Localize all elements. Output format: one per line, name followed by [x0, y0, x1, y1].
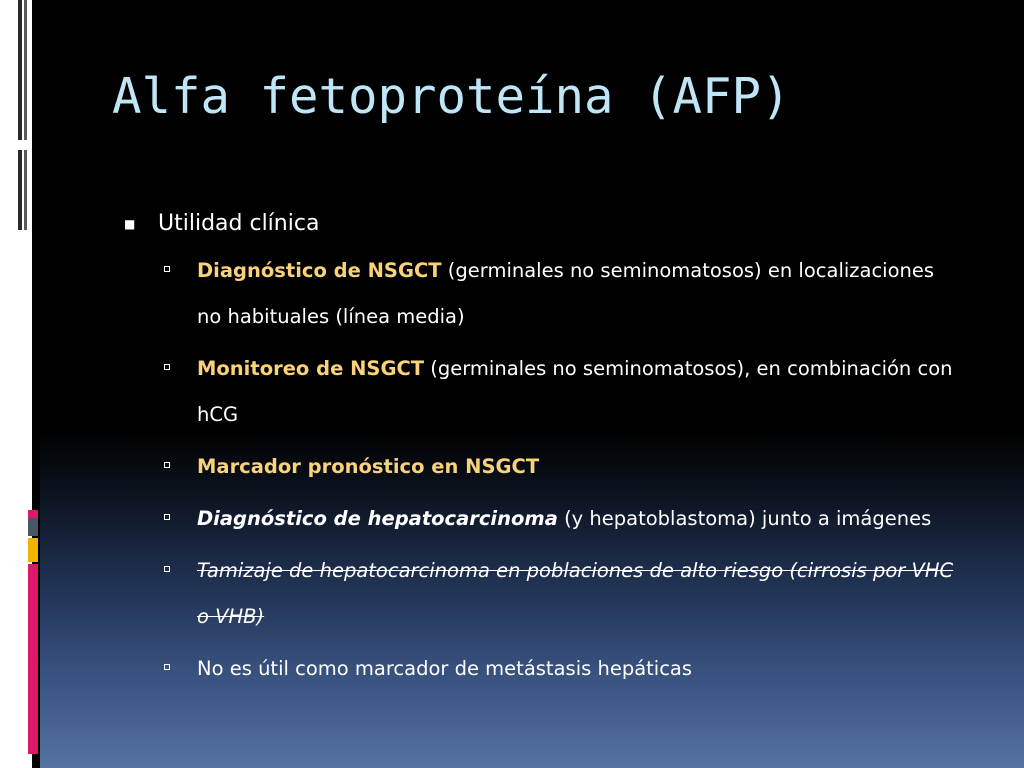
highlighted-text: Diagnóstico de NSGCT — [197, 259, 442, 282]
square-bullet-icon: ■ — [124, 217, 136, 231]
list-item — [120, 248, 980, 340]
struck-through-text: Tamizaje de hepatocarcinoma en poblaciones de alto riesgo (cirrosis por VHC o VHB) — [197, 559, 954, 628]
highlighted-italic-text: Diagnóstico de hepatocarcinoma — [197, 507, 558, 530]
item-text: (germinales no seminomatosos) en localizaciones no habituales (línea media) — [197, 259, 935, 328]
bullet-level1 — [120, 200, 980, 248]
list-item — [120, 346, 980, 438]
level1-text: Utilidad clínica — [158, 211, 320, 236]
sub-bullet-list — [120, 248, 980, 692]
hollow-square-bullet-icon — [164, 462, 170, 468]
slide-title: Alfa fetoproteína (AFP) — [112, 68, 791, 125]
left-decorative-strip — [0, 0, 40, 768]
slide-content — [120, 200, 980, 698]
hollow-square-bullet-icon — [164, 266, 170, 272]
hollow-square-bullet-icon — [164, 664, 170, 670]
hollow-square-bullet-icon — [164, 566, 170, 572]
highlighted-text: Marcador pronóstico en NSGCT — [197, 455, 540, 478]
item-text: (germinales no seminomatosos), en combinación con hCG — [197, 357, 953, 426]
list-item — [120, 548, 980, 640]
hollow-square-bullet-icon — [164, 514, 170, 520]
item-text: No es útil como marcador de metástasis hepáticas — [197, 657, 693, 680]
list-item — [120, 496, 980, 542]
hollow-square-bullet-icon — [164, 364, 170, 370]
list-item — [120, 444, 980, 490]
list-item — [120, 646, 980, 692]
strip-decoration-graphic — [0, 0, 40, 768]
highlighted-text: Monitoreo de NSGCT — [197, 357, 425, 380]
item-text: (y hepatoblastoma) junto a imágenes — [557, 507, 932, 530]
